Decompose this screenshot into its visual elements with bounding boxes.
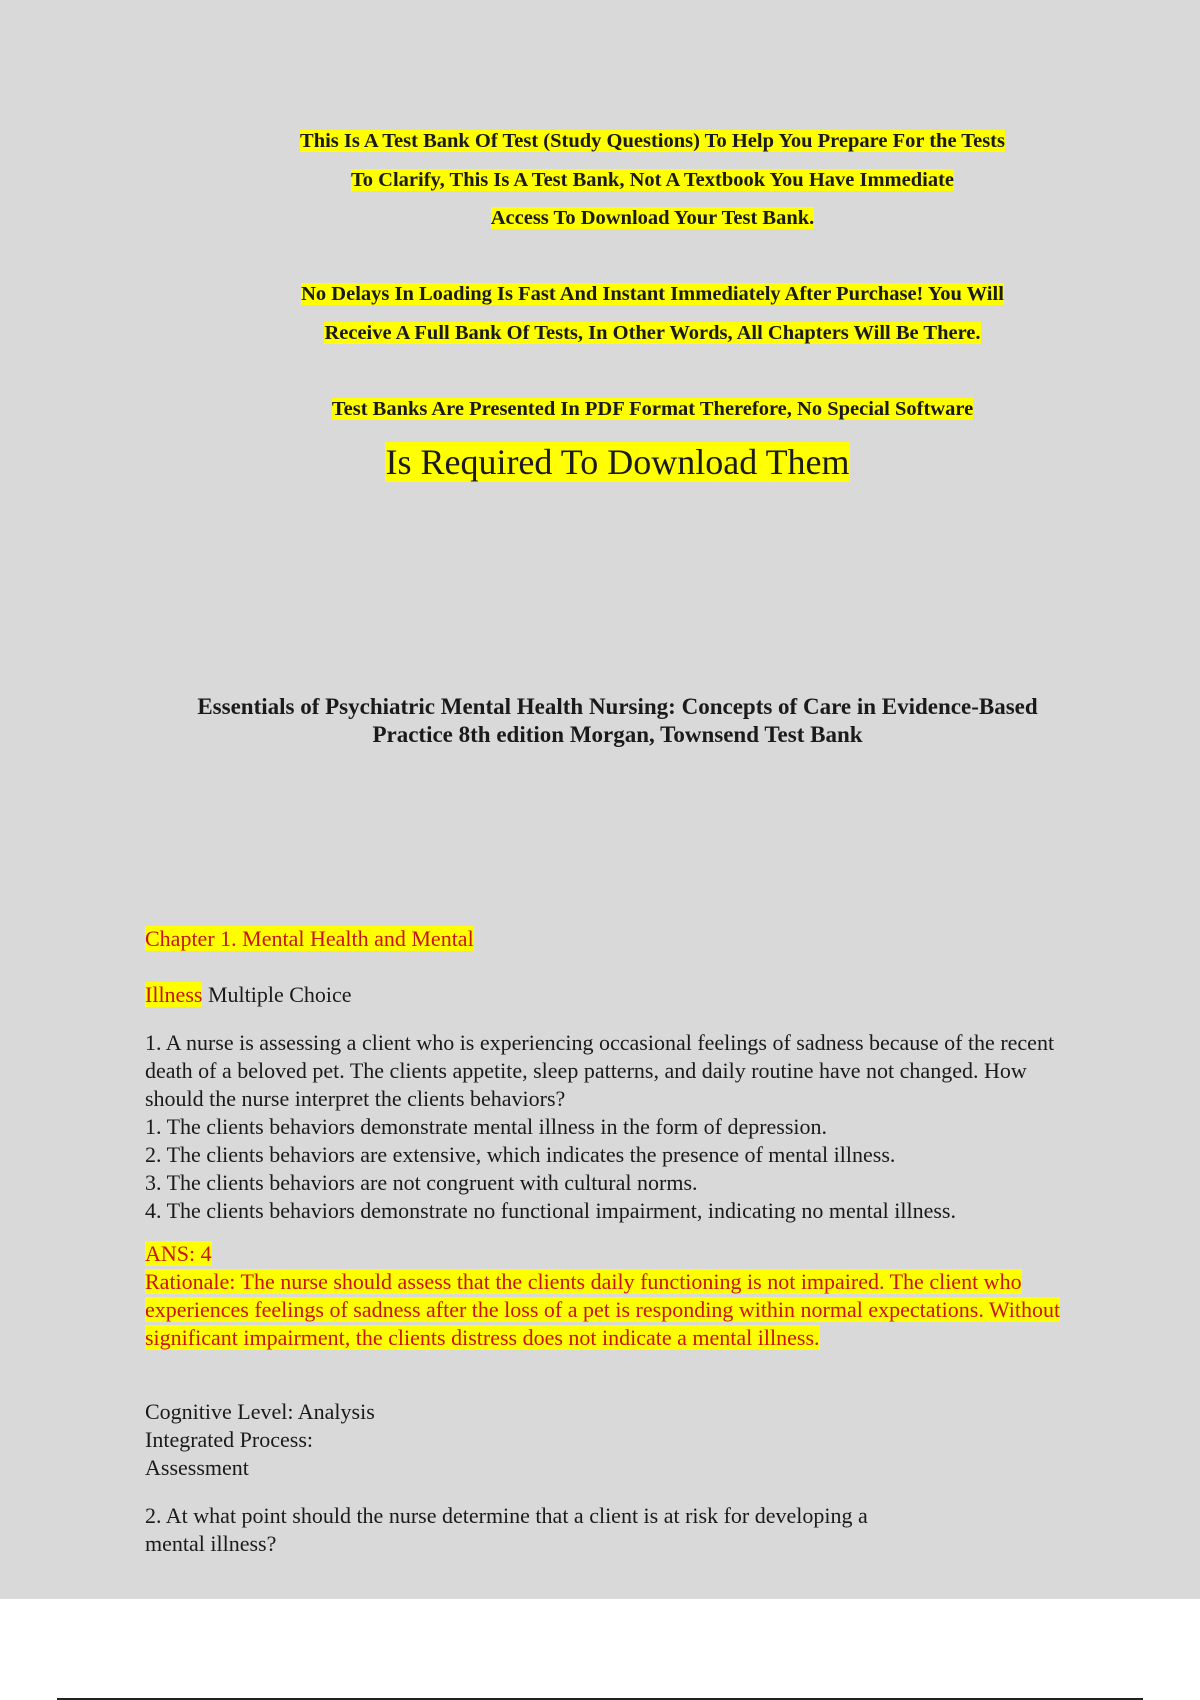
cognitive-level: Cognitive Level: Analysis bbox=[145, 1399, 375, 1424]
question-stem-line-2: mental illness? bbox=[145, 1531, 277, 1556]
question-2 bbox=[145, 1502, 1085, 1558]
answer-option: 2. The clients behaviors are extensive, which indicates the presence of mental illness. bbox=[145, 1142, 896, 1167]
question-stem-line-1: 2. At what point should the nurse determine that a client is at risk for developing a bbox=[145, 1503, 868, 1528]
answer-block bbox=[145, 1240, 1085, 1352]
section-heading bbox=[145, 981, 1085, 1009]
chapter-heading-text: Chapter 1. Mental Health and Mental bbox=[145, 926, 474, 951]
section-label: Multiple Choice bbox=[202, 982, 352, 1007]
book-title bbox=[150, 693, 1085, 749]
rationale: Rationale: The nurse should assess that the clients daily functioning is not impaired. The client who experiences feelings of sadness after the loss of a pet is responding within normal expectations. Without significant impairment, the clients distress does not indicate a mental illness. bbox=[145, 1269, 1061, 1350]
book-title-line-2: Practice 8th edition Morgan, Townsend Test Bank bbox=[372, 722, 863, 747]
answer-key: ANS: 4 bbox=[145, 1241, 212, 1266]
question-metadata bbox=[145, 1398, 1085, 1482]
question-1 bbox=[145, 1029, 1085, 1225]
notice-line: No Delays In Loading Is Fast And Instant Immediately After Purchase! You Will bbox=[301, 283, 1004, 305]
notice-block-2 bbox=[0, 275, 1200, 352]
integrated-process-label: Integrated Process: bbox=[145, 1427, 313, 1452]
notice-line: Receive A Full Bank Of Tests, In Other Words, All Chapters Will Be There. bbox=[324, 321, 981, 344]
answer-option: 1. The clients behaviors demonstrate mental illness in the form of depression. bbox=[145, 1114, 828, 1139]
chapter-heading-continuation: Illness bbox=[145, 982, 203, 1007]
chapter-heading bbox=[145, 925, 1085, 953]
notice-big-text: Is Required To Download Them bbox=[385, 442, 850, 482]
book-title-line-1: Essentials of Psychiatric Mental Health Nursing: Concepts of Care in Evidence-Based bbox=[197, 694, 1038, 719]
notice-block-1 bbox=[0, 122, 1200, 238]
notice-line: This Is A Test Bank Of Test (Study Questions) To Help You Prepare For the Tests bbox=[300, 130, 1005, 152]
question-stem: 1. A nurse is assessing a client who is experiencing occasional feelings of sadness because of the recent death of a beloved pet. The clients appetite, sleep patterns, and daily routine have not changed. How should the nurse interpret the clients behaviors? bbox=[145, 1030, 1055, 1111]
answer-option: 4. The clients behaviors demonstrate no functional impairment, indicating no mental illness. bbox=[145, 1198, 956, 1223]
notice-line: Access To Download Your Test Bank. bbox=[490, 207, 815, 229]
notice-big-line bbox=[0, 438, 1200, 486]
answer-option: 3. The clients behaviors are not congruent with cultural norms. bbox=[145, 1170, 698, 1195]
integrated-process-value: Assessment bbox=[145, 1455, 249, 1480]
notice-line: To Clarify, This Is A Test Bank, Not A Textbook You Have Immediate bbox=[351, 168, 954, 191]
notice-line: Test Banks Are Presented In PDF Format Therefore, No Special Software bbox=[331, 398, 974, 420]
notice-block-3 bbox=[0, 390, 1200, 429]
